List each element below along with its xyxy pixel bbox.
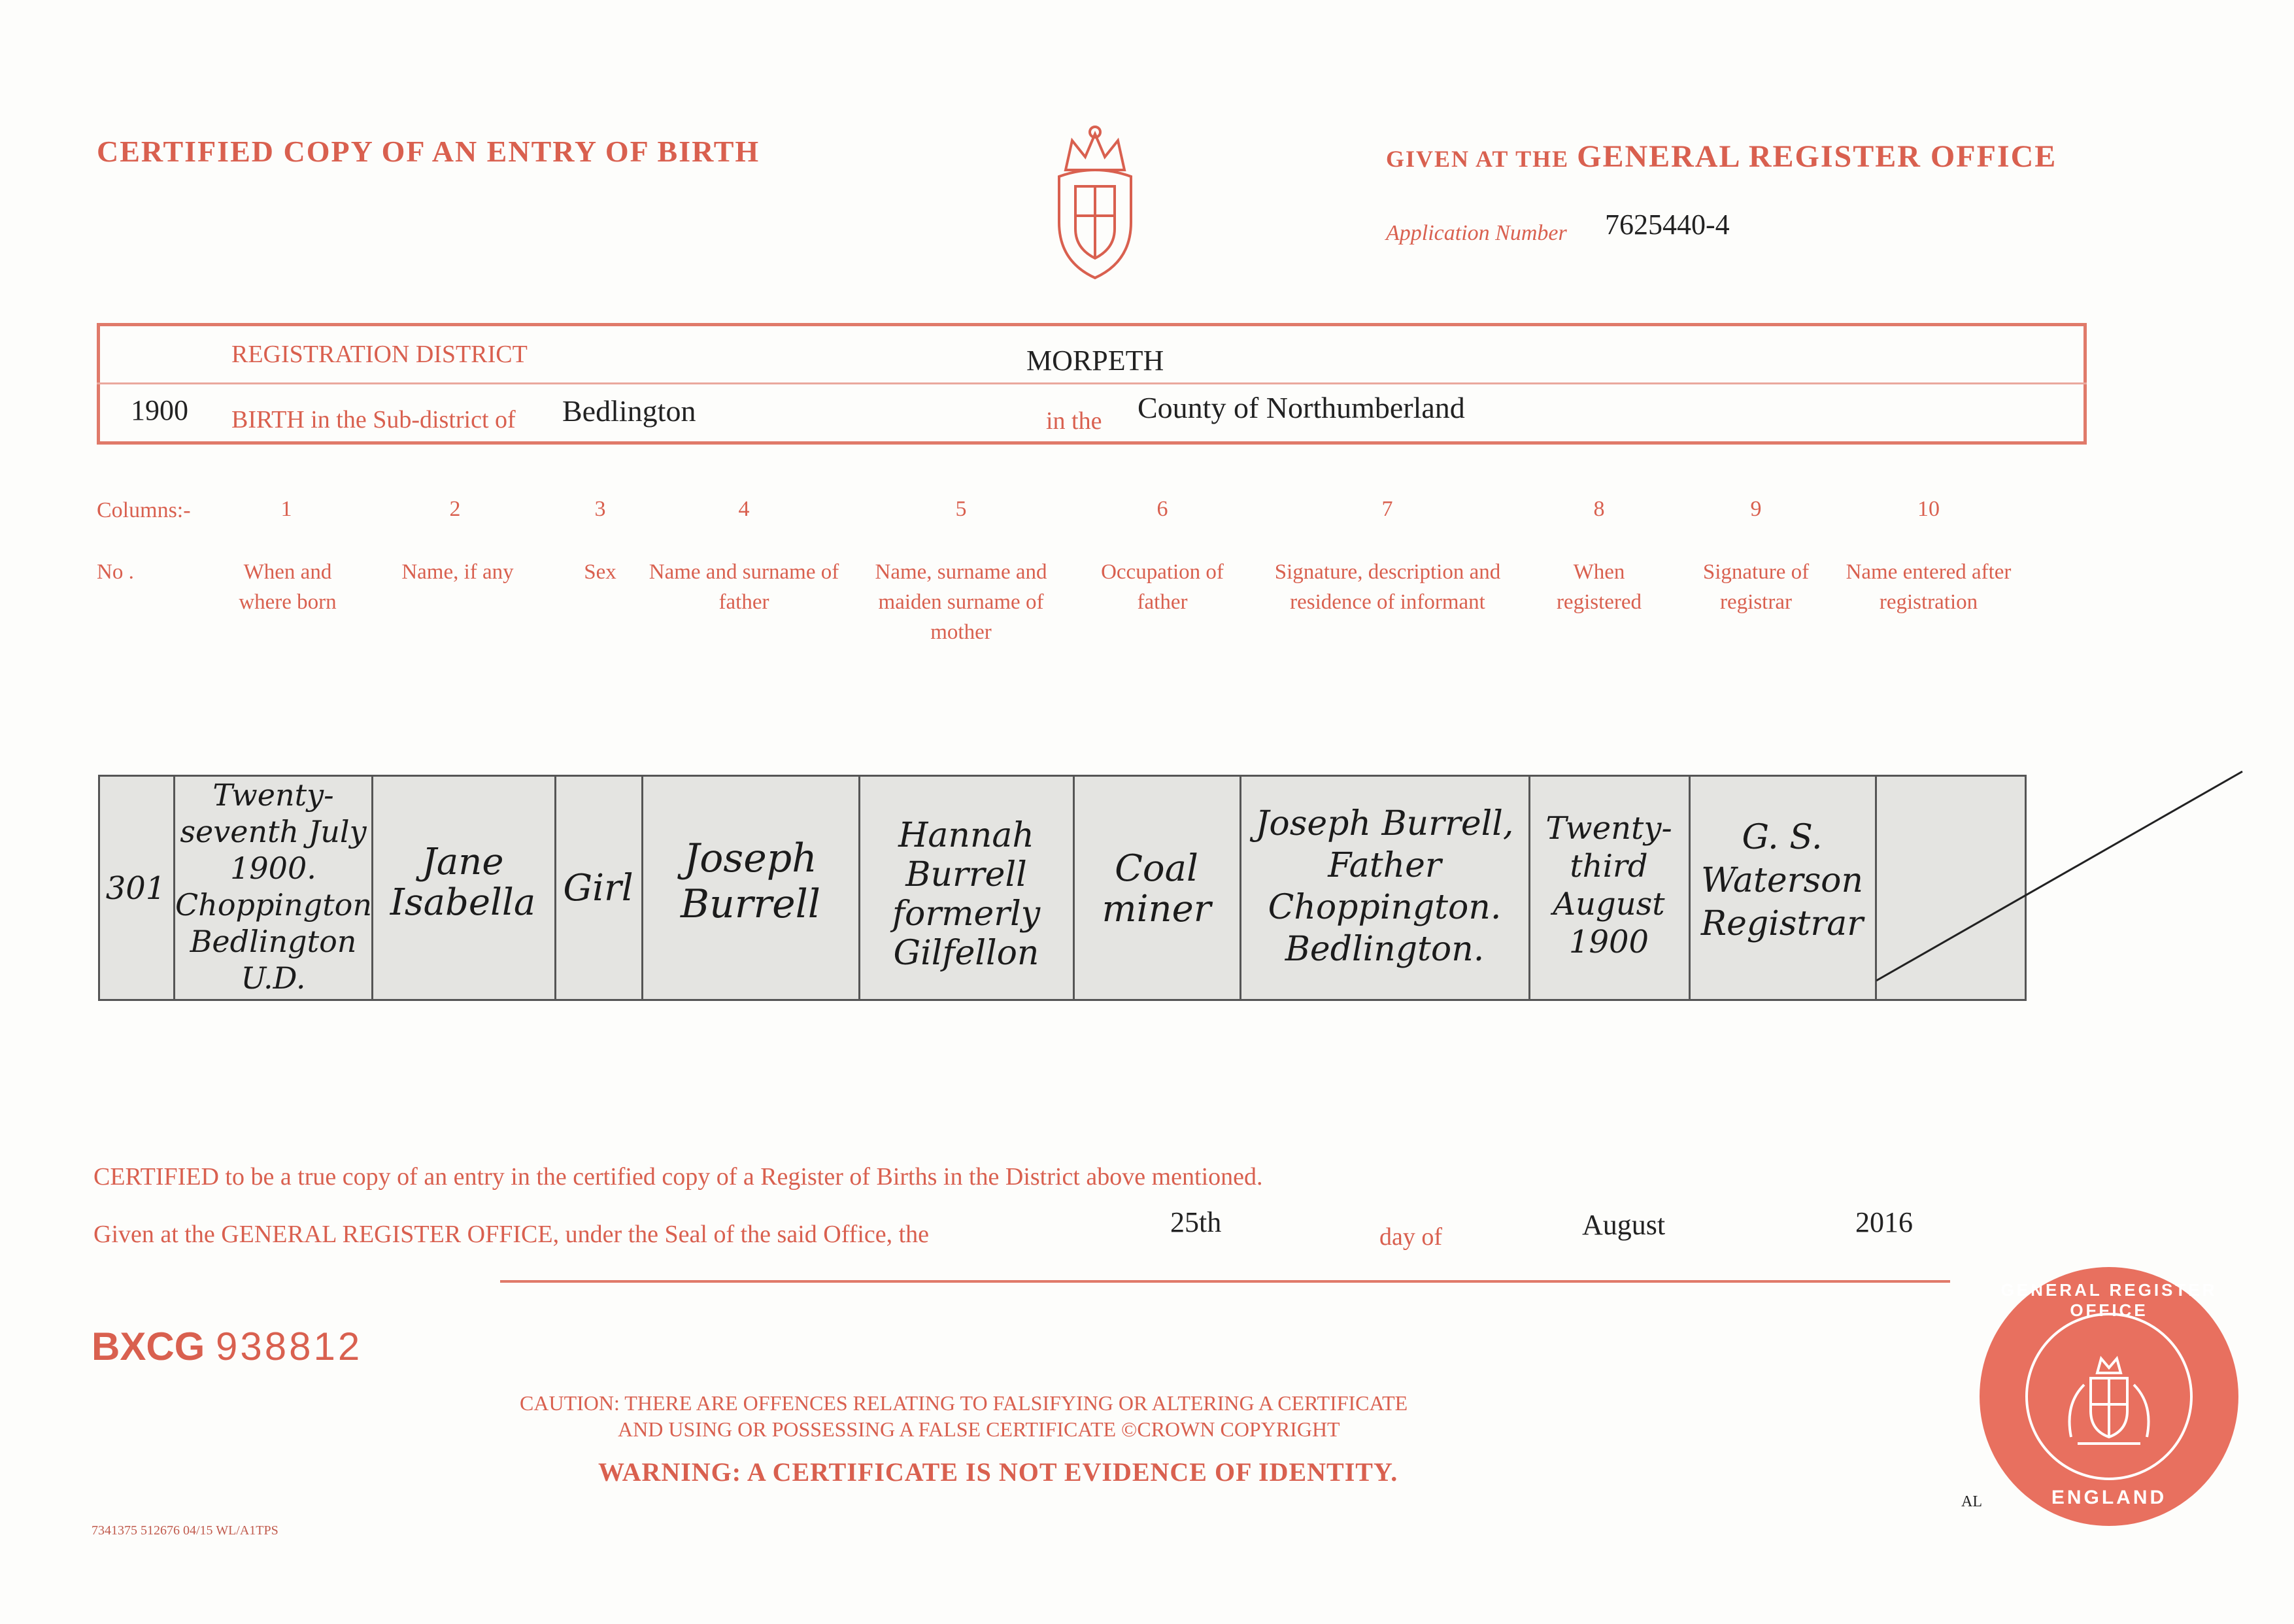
royal-crest-icon bbox=[1039, 124, 1151, 288]
seal-bottom-text: ENGLAND bbox=[2051, 1487, 2167, 1508]
entry-occupation: Coal miner bbox=[1102, 847, 1211, 930]
given-under-seal-statement: Given at the GENERAL REGISTER OFFICE, under the Seal of the said Office, the bbox=[93, 1221, 930, 1248]
register-entry-row bbox=[98, 775, 2027, 1001]
birth-subdistrict-label: BIRTH in the Sub-district of bbox=[231, 406, 516, 433]
application-number: 7625440-4 bbox=[1605, 209, 1730, 241]
district-divider bbox=[97, 382, 2087, 384]
print-code: 7341375 512676 04/15 WL/A1TPS bbox=[92, 1523, 278, 1538]
serial-prefix: BXCG bbox=[92, 1325, 205, 1368]
column-header-when-registered: When registered bbox=[1556, 560, 1642, 614]
column-header-informant: Signature, description and residence of informant bbox=[1274, 560, 1501, 614]
certified-statement: CERTIFIED to be a true copy of an entry in the certified copy of a Register of Births in the District above mentioned. bbox=[93, 1163, 1263, 1191]
given-office: GENERAL REGISTER OFFICE bbox=[1577, 139, 2057, 174]
column-header-name: Name, if any bbox=[401, 560, 514, 584]
caution-line-1: CAUTION: THERE ARE OFFENCES RELATING TO FALSIFYING OR ALTERING A CERTIFICATE bbox=[520, 1391, 1408, 1415]
column-number-10: 10 bbox=[1917, 497, 1940, 521]
entry-when-where: Twenty-seventh July 1900. Choppington Bedlington U.D. bbox=[175, 777, 372, 996]
serial-digits: 938812 bbox=[216, 1325, 363, 1368]
entry-father: Joseph Burrell bbox=[681, 836, 820, 927]
column-number-6: 6 bbox=[1156, 497, 1168, 521]
caution-line-2: AND USING OR POSSESSING A FALSE CERTIFICATE ©CROWN COPYRIGHT bbox=[618, 1417, 1340, 1441]
column-header-registrar-signature: Signature of registrar bbox=[1702, 560, 1810, 614]
given-prefix: GIVEN AT THE bbox=[1386, 146, 1570, 172]
column-header-occupation: Occupation of father bbox=[1101, 560, 1224, 614]
entry-mother: Hannah Burrell formerly Gilfellon bbox=[892, 816, 1041, 973]
column-header-name-after: Name entered after registration bbox=[1846, 560, 2012, 614]
cancel-stroke bbox=[1876, 765, 2249, 1000]
column-number-4: 4 bbox=[738, 497, 750, 521]
certificate-month: August bbox=[1582, 1209, 1666, 1241]
column-number-8: 8 bbox=[1593, 497, 1605, 521]
certificate-title: CERTIFIED COPY OF AN ENTRY OF BIRTH bbox=[97, 135, 760, 168]
in-the-label: in the bbox=[1046, 407, 1102, 435]
application-number-label: Application Number bbox=[1386, 221, 1567, 245]
entry-sex: Girl bbox=[563, 867, 633, 909]
entry-when-registered: Twenty-third August 1900 bbox=[1545, 810, 1672, 960]
registration-district-value: MORPETH bbox=[1026, 345, 1164, 377]
column-number-3: 3 bbox=[594, 497, 606, 521]
entry-registrar: G. S. Waterson Registrar bbox=[1700, 818, 1864, 943]
year: 1900 bbox=[131, 394, 188, 426]
seal-coat-of-arms-icon bbox=[2051, 1339, 2167, 1454]
day-of-label: day of bbox=[1379, 1223, 1443, 1251]
entry-no: 301 bbox=[105, 870, 166, 907]
column-header-mother: Name, surname and maiden surname of mother bbox=[875, 560, 1047, 644]
gro-seal bbox=[1980, 1267, 2238, 1526]
certificate-year: 2016 bbox=[1855, 1206, 1913, 1238]
columns-label: Columns:- bbox=[97, 498, 191, 522]
footer-rule bbox=[500, 1280, 1950, 1283]
column-number-9: 9 bbox=[1750, 497, 1762, 521]
registration-district-label: REGISTRATION DISTRICT bbox=[231, 341, 528, 368]
subdistrict-value: Bedlington bbox=[562, 394, 696, 428]
seal-top-text: GENERAL REGISTER OFFICE bbox=[2000, 1280, 2218, 1320]
serial-number bbox=[92, 1324, 362, 1369]
column-header-no: No . bbox=[97, 560, 134, 584]
column-number-5: 5 bbox=[955, 497, 967, 521]
column-number-1: 1 bbox=[280, 497, 292, 521]
identity-warning: WARNING: A CERTIFICATE IS NOT EVIDENCE OF IDENTITY. bbox=[598, 1457, 1398, 1487]
entry-name: Jane Isabella bbox=[390, 841, 536, 924]
column-header-when-where-born: When and where born bbox=[239, 560, 337, 614]
certificate-day: 25th bbox=[1170, 1206, 1222, 1238]
column-number-7: 7 bbox=[1381, 497, 1393, 521]
issuer-initials: AL bbox=[1961, 1493, 1982, 1510]
county-value: County of Northumberland bbox=[1138, 391, 1465, 424]
column-header-sex: Sex bbox=[584, 560, 616, 584]
entry-informant: Joseph Burrell, Father Choppington. Bedlington. bbox=[1255, 804, 1514, 969]
column-header-father: Name and surname of father bbox=[649, 560, 839, 614]
given-at-label bbox=[1386, 139, 2057, 175]
column-number-2: 2 bbox=[449, 497, 461, 521]
